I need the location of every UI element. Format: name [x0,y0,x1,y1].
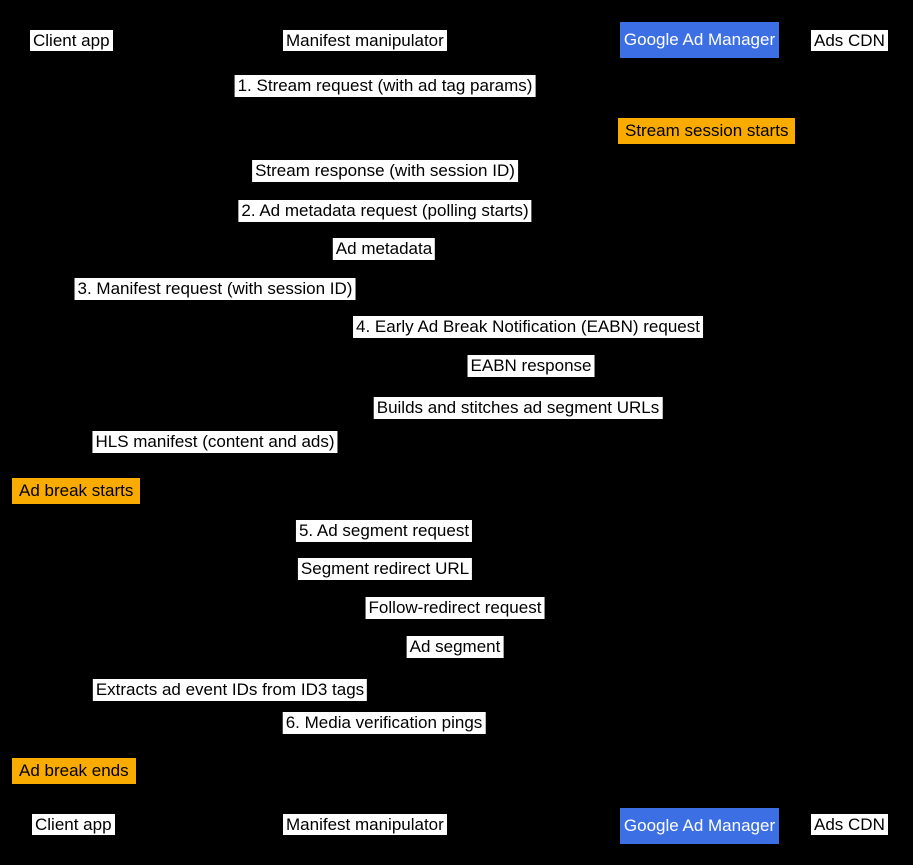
participant-manifest-manipulator-top: Manifest manipulator [283,30,447,51]
message-follow-redirect-request: Follow-redirect request [366,597,545,619]
message-ad-metadata: Ad metadata [333,238,435,260]
message-4-eabn-request: 4. Early Ad Break Notification (EABN) request [353,316,703,338]
message-5-ad-segment-request: 5. Ad segment request [296,520,472,542]
participant-manifest-manipulator-bottom: Manifest manipulator [283,814,447,835]
note-ad-break-starts: Ad break starts [12,478,140,504]
lifeline-client-app [69,52,70,810]
message-3-manifest-request: 3. Manifest request (with session ID) [75,278,356,300]
message-segment-redirect-url: Segment redirect URL [298,558,472,580]
participant-ads-cdn-top: Ads CDN [811,30,888,51]
message-2-ad-metadata-request: 2. Ad metadata request (polling starts) [238,200,531,222]
message-eabn-response: EABN response [468,355,595,377]
lifeline-google-ad-manager [700,52,701,810]
lifeline-ads-cdn [842,52,843,810]
participant-google-ad-manager-top: Google Ad Manager [620,22,779,58]
participant-google-ad-manager-bottom: Google Ad Manager [620,808,779,844]
message-stream-response: Stream response (with session ID) [252,160,518,182]
note-stream-session-starts: Stream session starts [618,118,795,144]
participant-client-app-top: Client app [30,30,113,51]
message-extracts-ad-event-ids: Extracts ad event IDs from ID3 tags [93,679,367,701]
message-hls-manifest: HLS manifest (content and ads) [92,431,337,453]
message-builds-stitches-segment-urls: Builds and stitches ad segment URLs [374,397,663,419]
participant-client-app-bottom: Client app [32,814,115,835]
message-1-stream-request: 1. Stream request (with ad tag params) [235,75,536,97]
note-ad-break-ends: Ad break ends [12,758,136,784]
participant-ads-cdn-bottom: Ads CDN [811,814,888,835]
message-ad-segment: Ad segment [407,636,504,658]
message-6-media-verification-pings: 6. Media verification pings [283,712,486,734]
